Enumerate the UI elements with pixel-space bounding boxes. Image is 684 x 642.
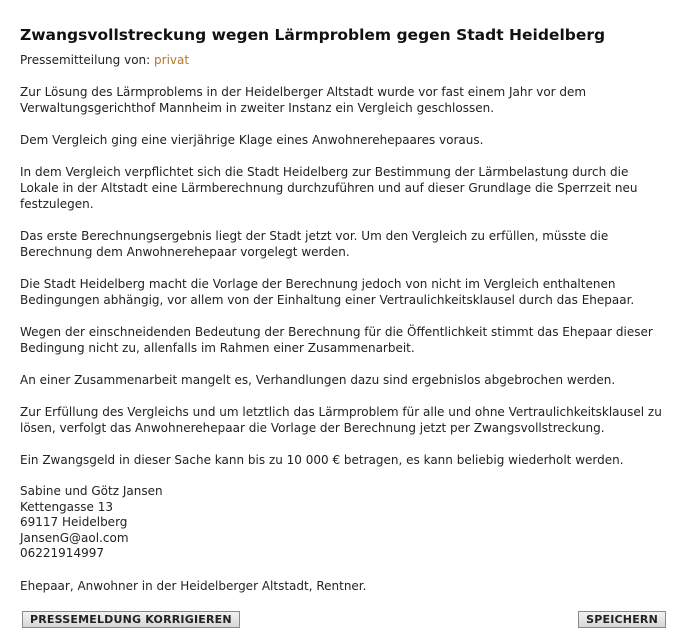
- contact-city: 69117 Heidelberg: [20, 515, 128, 529]
- paragraph: Dem Vergleich ging eine vierjährige Klage eines Anwohnerehepaares voraus.: [20, 133, 484, 147]
- byline-author: privat: [154, 53, 190, 67]
- byline: [20, 53, 189, 67]
- correct-release-button[interactable]: PRESSEMELDUNG KORRIGIEREN: [22, 611, 240, 628]
- contact-phone: 06221914997: [20, 546, 104, 560]
- press-release-body: [20, 84, 670, 610]
- paragraph: Wegen der einschneidenden Bedeutung der Berechnung für die Öffentlichkeit stimmt das Ehepaar dieser Bedingung nicht zu, allenfalls im Rahmen einer Zusammenarbeit.: [20, 325, 653, 355]
- paragraph: Die Stadt Heidelberg macht die Vorlage der Berechnung jedoch von nicht im Vergleich enthaltenen Bedingungen abhängig, vor allem von der Einhaltung einer Vertraulichkeitsklausel durch das Ehepaar.: [20, 277, 635, 307]
- page-title: Zwangsvollstreckung wegen Lärmproblem gegen Stadt Heidelberg: [20, 26, 606, 44]
- closing-line: Ehepaar, Anwohner in der Heidelberger Altstadt, Rentner.: [20, 578, 367, 593]
- paragraph: In dem Vergleich verpflichtet sich die Stadt Heidelberg zur Bestimmung der Lärmbelastung durch die Lokale in der Altstadt eine Lärmberechnung durchzuführen und auf dieser Grundlage die Sperrzeit neu festzulegen.: [20, 165, 638, 211]
- paragraph: Das erste Berechnungsergebnis liegt der Stadt jetzt vor. Um den Vergleich zu erfüllen, müsste die Berechnung dem Anwohnerehepaar vorgelegt werden.: [20, 229, 609, 259]
- paragraph: Ein Zwangsgeld in dieser Sache kann bis zu 10 000 € betragen, es kann beliebig wiederholt werden.: [20, 453, 624, 467]
- paragraph: Zur Lösung des Lärmproblems in der Heidelberger Altstadt wurde vor fast einem Jahr vor dem Verwaltungsgerichthof Mannheim in zweiter Instanz ein Vergleich geschlossen.: [20, 85, 587, 115]
- contact-block: [20, 484, 670, 562]
- contact-street: Kettengasse 13: [20, 499, 113, 514]
- byline-label: Pressemitteilung von:: [20, 53, 151, 67]
- save-button[interactable]: SPEICHERN: [578, 611, 666, 628]
- contact-email: JansenG@aol.com: [20, 530, 129, 545]
- paragraph: An einer Zusammenarbeit mangelt es, Verhandlungen dazu sind ergebnislos abgebrochen werden.: [20, 373, 616, 387]
- contact-name: Sabine und Götz Jansen: [20, 484, 163, 498]
- paragraph: Zur Erfüllung des Vergleichs und um letztlich das Lärmproblem für alle und ohne Vertraulichkeitsklausel zu lösen, verfolgt das Anwohnerehepaar die Vorlage der Berechnung jetzt per Zwangsvollstreckung.: [20, 405, 662, 435]
